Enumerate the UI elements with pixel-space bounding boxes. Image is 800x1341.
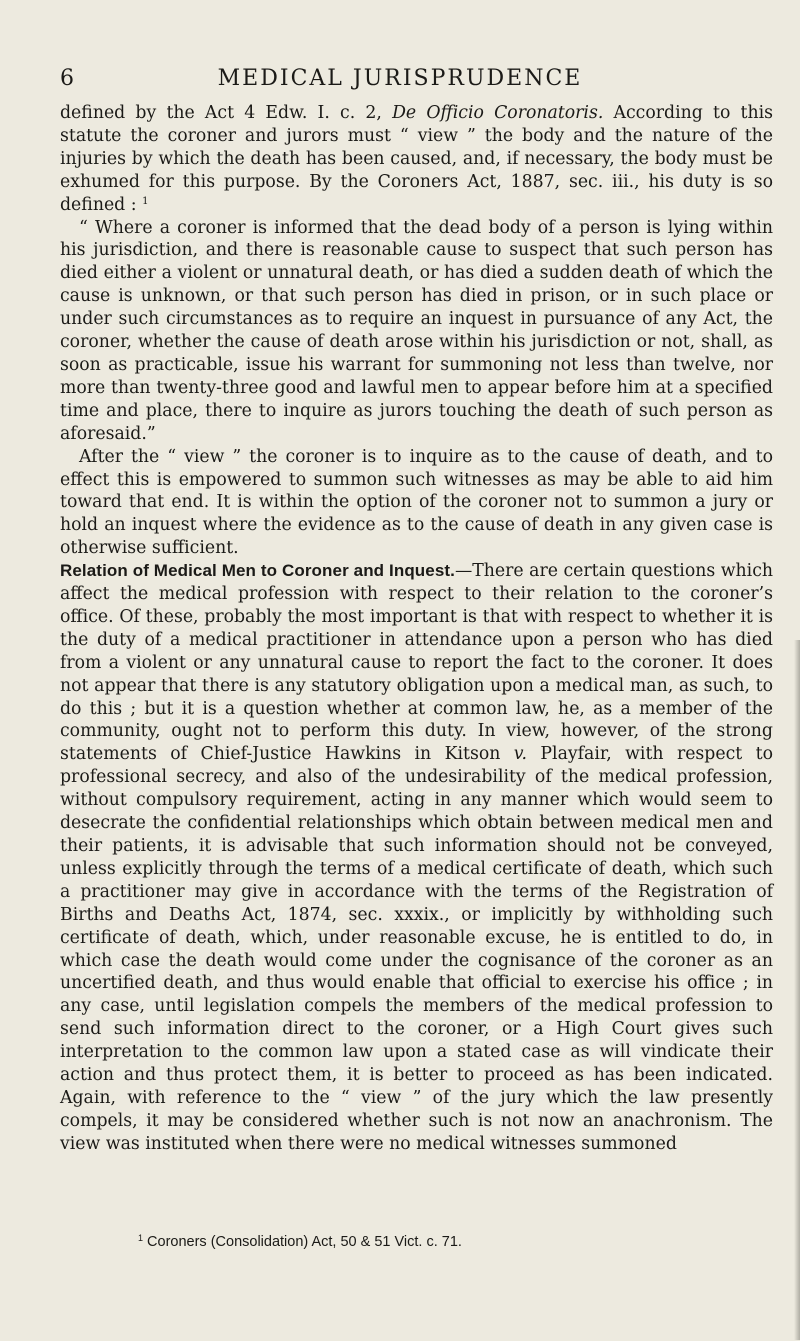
footnote <box>60 1234 773 1250</box>
statute-title: De Officio Coronatoris. <box>392 103 604 123</box>
paragraph-2-quotation: “ Where a coroner is informed that the dead body of a person is lying within his jurisdiction, and there is reasonable cause to suspect that such person has died either a violent or unnatural death, or has died a sudden death of which the cause is unknown, or that such person has died in prison, or in such place or under such circumstances as to require an inquest in pursuance of any Act, the coroner, whether the cause of death arose within his jurisdiction or not, shall, as soon as practicable, issue his warrant for summoning not less than twelve, nor more than twenty-three good and lawful men to appear before him at a specified time and place, there to inquire as jurors touching the death of such person as aforesaid.” <box>60 217 773 444</box>
paragraph-1-text-cont: According to this statute the coroner and jurors must “ view ” the body and the nature of the injuries by which the death has been caused, and, if necessary, the body must be exhumed for this purpose. By the Coroners Act, 1887, sec. iii., his duty is so defined : <box>60 103 774 215</box>
body-text <box>60 102 773 1156</box>
page-header <box>0 62 800 96</box>
paragraph-1 <box>60 102 773 217</box>
paragraph-4-text: —There are certain questions which affect the medical profession with respect to their relation to the coroner’s office. Of these, probably the most important is that with respect to whether it is the duty of a medical practitioner in attendance upon a person who has died from a violent or any unnatural cause to report the fact to the coroner. It does not appear that there is any statutory obligation upon a medical man, as such, to do this ; but it is a question whether at common law, he, as a member of the community, ought not to perform this duty. In view, however, of the strong statements of Chief-Justice Hawkins in Kitson <box>60 561 774 765</box>
footnote-marker: 1 <box>138 1233 144 1243</box>
case-versus: v. <box>513 744 527 765</box>
running-title: MEDICAL JURISPRUDENCE <box>217 66 583 91</box>
page-number: 6 <box>60 66 75 91</box>
paragraph-4 <box>60 560 773 1156</box>
footnote-reference[interactable]: 1 <box>142 195 149 207</box>
paragraph-1-text: defined by the Act 4 Edw. I. c. 2, <box>60 103 393 123</box>
footnote-text: Coroners (Consolidation) Act, 50 & 51 Vict. c. 71. <box>143 1234 462 1250</box>
paragraph-4-text-cont: Playfair, with respect to professional secrecy, and also of the undesirability of the medical profession, without compulsory requirement, acting in any manner which would seem to desecrate the confidential relationships which obtain between medical men and their patients, it is advisable that such information should not be conveyed, unless explicitly through the terms of a medical certificate of death, which such a practitioner may give in accordance with the terms of the Registration of Births and Deaths Act, 1874, sec. xxxix., or implicitly by withholding such certificate of death, which, under reasonable excuse, he is entitled to do, in which case the death would come under the cognisance of the coroner as an uncertified death, and thus would enable that official to exercise his office ; in any case, until legislation compels the members of the medical profession to send such information direct to the coroner, or a High Court gives such interpretation to the common law upon a stated case as will vindicate their action and thus protect them, it is better to proceed as has been indicated. Again, with reference to the “ view ” of the jury which the law presently compels, it may be considered whether such is not now an anachronism. The view was instituted when there were no medical witnesses summoned <box>60 744 773 1154</box>
paragraph-3: After the “ view ” the coroner is to inquire as to the cause of death, and to effect this is empowered to summon such witnesses as may be able to aid him toward that end. It is within the option of the coroner not to summon a jury or hold an inquest where the evidence as to the cause of death in any given case is otherwise sufficient. <box>60 446 773 559</box>
page-edge-shadow <box>794 640 800 1340</box>
section-heading: Relation of Medical Men to Coroner and Inquest. <box>60 561 455 581</box>
